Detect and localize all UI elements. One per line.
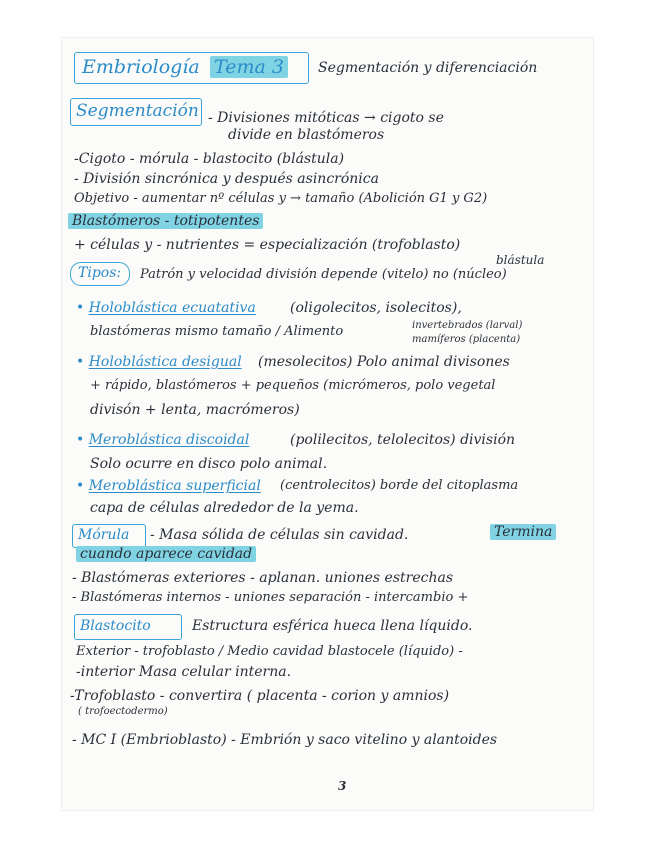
page-number: 3 — [338, 779, 347, 793]
segmentacion-def-1: - Divisiones mitóticas → cigoto se — [208, 110, 444, 126]
tipo-item-2-name: Holoblástica desigual — [88, 354, 242, 370]
especializacion-line: + células y - nutrientes = especialización (trofoblasto) — [74, 237, 461, 253]
tipo-item-3-line2: Solo ocurre en disco polo animal. — [90, 456, 328, 472]
tipo-item-2-line2: + rápido, blastómeros + pequeños (micrómeros, polo vegetal — [90, 378, 496, 393]
tipo-item-2: • Holoblástica desigual — [76, 354, 242, 370]
tipo-item-3-name: Meroblástica discoidal — [88, 432, 250, 448]
morula-line-1: - Masa sólida de células sin cavidad. — [150, 527, 409, 543]
blastocito-line-1: Estructura esférica hueca llena líquido. — [192, 618, 473, 634]
segmentacion-objetivo: Objetivo - aumentar nº células y → tamaño (Abolición G1 y G2) — [74, 191, 488, 206]
notebook-page — [62, 38, 593, 810]
tipo-item-4: • Meroblástica superficial — [76, 478, 261, 494]
blastocito-line-2: Exterior - trofoblasto / Medio cavidad blastocele (líquido) - — [76, 644, 463, 659]
tipo-item-2-line3: divisón + lenta, macrómeros) — [90, 402, 300, 418]
tipo-item-1-desc: (oligolecitos, isolecitos), — [290, 300, 462, 316]
blastula-note: blástula — [496, 253, 545, 267]
blastocito-label: Blastocito — [80, 618, 151, 634]
tipo-item-4-line2: capa de células alrededor de la yema. — [90, 500, 359, 516]
morula-label: Mórula — [78, 527, 130, 543]
blastocito-line-3: -interior Masa celular interna. — [76, 664, 292, 680]
segmentacion-line-2: - División sincrónica y después asincrónica — [74, 171, 379, 187]
blastomeros-highlight: Blastómeros - totipotentes — [68, 213, 263, 229]
morula-highlight-1: Termina — [490, 524, 556, 540]
morula-highlight-2: cuando aparece cavidad — [76, 546, 256, 562]
morula-line-3: - Blastómeras internos - uniones separación - intercambio + — [72, 590, 469, 605]
blastocito-line-4: -Trofoblasto - convertira ( placenta - corion y amnios) — [70, 688, 450, 704]
header-heading: Segmentación y diferenciación — [318, 60, 538, 76]
tipo-item-1-line2: blastómeras mismo tamaño / Alimento — [90, 324, 344, 339]
tipo-item-3-desc: (polilecitos, telolecitos) división — [290, 432, 516, 448]
morula-hl-1-wrap — [490, 524, 556, 540]
topic-title — [210, 56, 288, 78]
topic-highlight: Tema 3 — [210, 56, 288, 78]
blastocito-line-6: - MC I (Embrioblasto) - Embrión y saco vitelino y alantoides — [72, 732, 498, 748]
segmentacion-label: Segmentación — [76, 101, 199, 121]
morula-line-2: - Blastómeras exteriores - aplanan. uniones estrechas — [72, 570, 454, 586]
blastomeros-line — [68, 213, 263, 229]
subject-title: Embriología — [82, 56, 200, 78]
blastocito-line-5: ( trofoectodermo) — [78, 706, 168, 717]
segmentacion-line-1: -Cigoto - mórula - blastocito (blástula) — [74, 151, 345, 167]
tipo-item-1-note-b: mamíferos (placenta) — [412, 334, 521, 345]
tipo-item-3: • Meroblástica discoidal — [76, 432, 250, 448]
morula-hl-2-wrap — [76, 546, 256, 562]
tipo-item-1-note-a: invertebrados (larval) — [412, 320, 523, 331]
segmentacion-def-2: divide en blastómeros — [228, 127, 385, 143]
tipos-intro: Patrón y velocidad división depende (vitelo) no (núcleo) — [140, 267, 507, 282]
tipo-item-1: • Holoblástica ecuatativa — [76, 300, 256, 316]
tipo-item-4-desc: (centrolecitos) borde del citoplasma — [280, 478, 519, 493]
tipos-label: Tipos: — [78, 265, 122, 281]
tipo-item-1-name: Holoblástica ecuatativa — [88, 300, 256, 316]
tipo-item-2-desc: (mesolecitos) Polo animal divisones — [258, 354, 510, 370]
tipo-item-4-name: Meroblástica superficial — [88, 478, 261, 494]
